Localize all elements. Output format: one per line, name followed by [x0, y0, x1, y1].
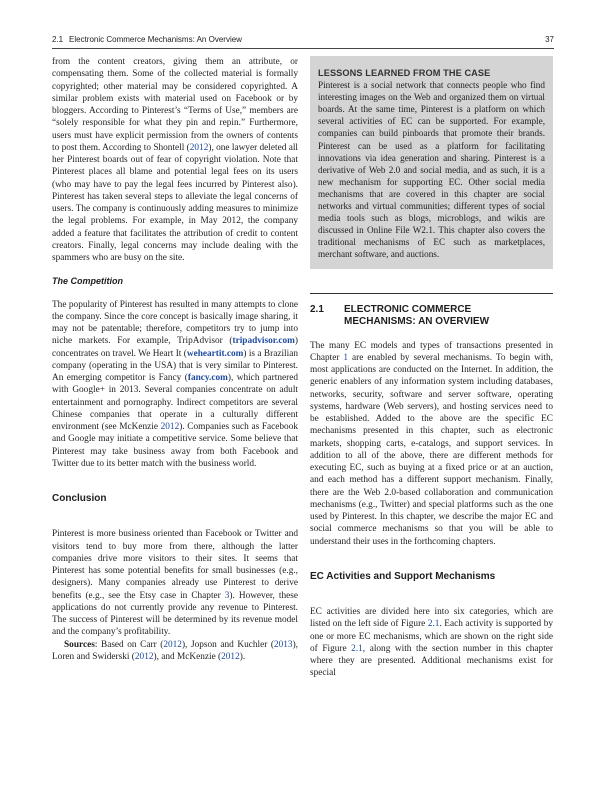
- left-column: [52, 56, 298, 663]
- paragraph-competition: The popularity of Pinterest has resulted in many attempts to clone the company. Since the core concept is basically image sharing, it may not be patentable; therefore, competitors try to jump into niche markets. For example, TripAdvisor (tripadvisor.com) concentrates on travel. We Heart It (weheartit.com) is a Brazilian company (operating in the USA) that is very similar to Pinterest. An emerging competitor is Fancy (fancy.com), which partnered with Google+ in 2013. Several companies concentrate on adult entertainment and pornography. Indirect competitors are several Chinese companies that operate in a culturally different environment (see McKenzie 2012). Companies such as Facebook and Google may initiate a competitive service. Some believe that Pinterest may take business away from both Facebook and Twitter due to its better match with the business world.: [52, 299, 299, 469]
- link-weheartit[interactable]: weheartit.com: [186, 348, 244, 359]
- citation-mckenzie-2012-b[interactable]: 2012: [221, 651, 240, 662]
- citation-jopson-2013[interactable]: 2013: [273, 639, 293, 650]
- sources-label: Sources: [64, 639, 95, 650]
- paragraph-activities: EC activities are divided here into six categories, which are listed on the left side of Figure 2.1. Each activity is supported by one or more EC mechanisms, which are shown on the right side of Figure 2.1, along with the section number in this chapter where they are presented. Additional mechanisms exist for special: [310, 607, 554, 679]
- figure-2-1-link[interactable]: 2.1: [427, 619, 440, 630]
- section-number: 2.1: [310, 303, 324, 315]
- link-fancy[interactable]: fancy.com: [187, 373, 228, 383]
- paragraph-sources: Sources: Based on Carr (2012), Jopson and Kuchler (2013), Loren and Swiderski (2012), and McKenzie (2012).: [52, 639, 298, 662]
- chapter-3-link[interactable]: 3: [224, 590, 230, 601]
- running-header: [52, 33, 554, 49]
- section-heading: [310, 293, 553, 334]
- header-section-number: 2.1: [52, 35, 64, 44]
- conclusion-heading: Conclusion: [52, 493, 107, 504]
- header-rule: [52, 48, 554, 49]
- paragraph-conclusion: Pinterest is more business oriented than Facebook or Twitter and visitors tend to buy more from there, although the latter companies drive more visitors to their sites. It seems that Pinterest has some potential benefits for small businesses (e.g., designers). Many companies already use Pinterest to derive benefits (e.g., see the Etsy case in Chapter 3). However, these applications do not currently provide any revenue to Pinterest. The success of Pinterest will be determined by its revenue model and the company’s profitability.: [52, 529, 298, 638]
- page-number: 37: [545, 35, 554, 44]
- link-tripadvisor[interactable]: tripadvisor.com: [232, 336, 295, 347]
- figure-2-1-link-b[interactable]: 2.1: [351, 643, 363, 654]
- header-title: Electronic Commerce Mechanisms: An Overview: [69, 35, 242, 44]
- citation-shontell-2012[interactable]: 2012: [189, 142, 209, 153]
- section-title: ELECTRONIC COMMERCE MECHANISMS: AN OVERVIEW: [344, 303, 490, 327]
- chapter-1-link[interactable]: 1: [343, 352, 349, 363]
- lessons-learned-text: Pinterest is a social network that connects people who find interesting images on the Web and organized them on virtual boards. At the same time, Pinterest is a platform on which several activities of EC can be supported. For example, companies can build pinboards that promote their brands. Pinterest can be used as a platform for facilitating innovations via idea generation and sharing. Pinterest is a derivative of Web 2.0 and social media, and as such, it is a new mechanism for supporting EC. Other social media mechanisms that are covered in this chapter are social networks and virtual communities; different types of social media tools such as blogs, microblogs, and wikis are discussed in Online File W2.1. This chapter also covers the traditional mechanisms of EC such as marketplaces, merchant software, and auctions.: [318, 80, 545, 260]
- paragraph-copyright: from the content creators, giving them an attribute, or compensating them. Some of the collected material is formally copyrighted; other material may be considered copyrighted. A similar problem exists with material used on Facebook or by bloggers. According to Pinterest’s “Terms of Use,” members are “solely responsible for what they pin and repin.” Furthermore, users must have explicit permission from the owners of contents to post them. According to Shontell (2012), one lawyer deleted all her Pinterest boards out of fear of copyright violation. Note that Pinterest places all blame and potential legal fees on its users (who may have to pay the legal fees incurred by Pinterest also). Pinterest has taken several steps to alleviate the legal concerns of users. The company is continuously adding measures to minimize the legal problems. For example, in May 2012, the company added a feature that facilitates the attribution of credit to content creators. Finally, legal concerns may include dealing with the spammers who are busy on the site.: [52, 57, 298, 263]
- activities-heading: EC Activities and Support Mechanisms: [310, 570, 496, 582]
- lessons-learned-box: [310, 56, 553, 269]
- citation-carr-2012[interactable]: 2012: [163, 639, 182, 650]
- lessons-learned-title: LESSONS LEARNED FROM THE CASE: [318, 68, 491, 78]
- competition-heading: The Competition: [52, 276, 123, 287]
- citation-loren-2012[interactable]: 2012: [134, 651, 154, 662]
- paragraph-mechanisms: The many EC models and types of transactions presented in Chapter 1 are enabled by several mechanisms. To begin with, most applications are conducted on the Internet. In addition, the generic enablers of any information system including databases, networks, security, software and server software, operating systems, hardware (Web servers), and hosting services need to be established. Added to the above are the specific EC mechanisms presented in this chapter, such as electronic markets, shopping carts, e-catalogs, and support services. In addition to all of the above, there are different methods for executing EC, such as buying at a fixed price or at an auction, and each method has a different support mechanism. Finally, there are the Web 2.0-based collaboration and communication mechanisms (e.g., Twitter) and special platforms such as the one used by Pinterest. In this chapter, we describe the major EC and social commerce mechanisms so that you will be able to understand their uses in the forthcoming chapters.: [310, 340, 553, 547]
- citation-mckenzie-2012[interactable]: 2012: [160, 422, 180, 432]
- right-column: [310, 56, 553, 680]
